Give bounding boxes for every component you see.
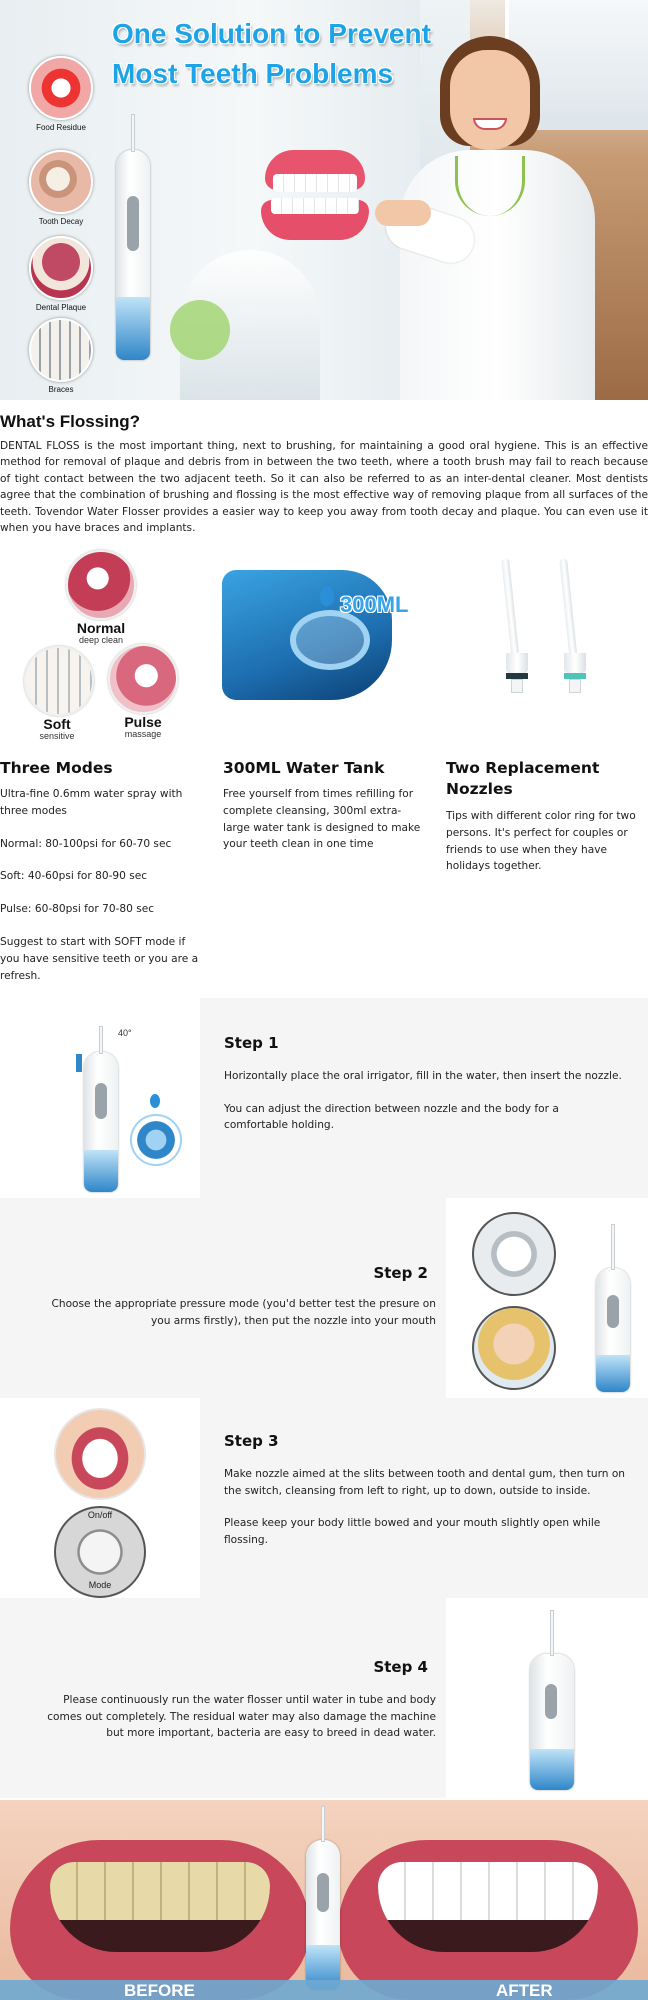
step-3-text-1: Make nozzle aimed at the slits between tooth and dental gum, then turn on the switch, cleansing from left to right, up to down, outside to inside.: [224, 1468, 626, 1497]
problem-label: Food Residue: [36, 123, 86, 132]
problem-label: Braces: [48, 385, 74, 394]
water-flosser-image: [530, 1654, 574, 1790]
food-residue-image: [29, 56, 93, 120]
normal-mode-image: [66, 550, 136, 620]
tank-cap: [290, 610, 370, 670]
water-flosser-image: [116, 150, 150, 360]
step-2: [0, 1198, 648, 1398]
before-label: BEFORE: [124, 1981, 195, 2000]
step-4-text: Please continuously run the water flosser until water in tube and body comes out completely. The residual water may also damage the machine but more important, bacteria are easy to breed in dead water.: [47, 1694, 436, 1740]
angle-label: 40°: [118, 1028, 132, 1038]
problem-dental-plaque: [28, 236, 94, 312]
pulse-mode-label: [102, 716, 184, 740]
before-mouth: [50, 1862, 270, 1952]
hero-banner: [0, 0, 648, 400]
upper-teeth: [273, 174, 357, 192]
tank-capacity-badge: 300ML: [340, 592, 409, 617]
problem-braces: [28, 318, 94, 394]
water-flosser-image: [306, 1840, 340, 1990]
step-1-text-2: You can adjust the direction between nozzle and the body for a comfortable holding.: [224, 1102, 559, 1132]
arrow-down-icon: [76, 1054, 82, 1072]
nozzle-body: [564, 653, 586, 673]
power-button-label: On/off: [87, 1510, 113, 1520]
problem-tooth-decay: [28, 150, 94, 226]
pulse-mode-name: Pulse: [124, 714, 162, 730]
step-4-title: Step 4: [373, 1658, 428, 1676]
modes-line: Pulse: 60-80psi for 70-80 sec: [0, 903, 155, 916]
pulse-mode-sub: massage: [124, 729, 162, 739]
braces-image: [29, 318, 93, 382]
nozzles-title: Two Replacement Nozzles: [446, 759, 600, 798]
water-drop-icon: [320, 586, 334, 606]
before-teeth: [50, 1862, 270, 1920]
modes-description: [0, 786, 200, 984]
nozzle-tip: [511, 679, 523, 693]
modes-title: Three Modes: [0, 759, 113, 777]
modes-line: Suggest to start with SOFT mode if you have sensitive teeth or you are a refresh.: [0, 935, 199, 982]
dentist-hand: [375, 200, 431, 226]
soft-mode-label: [16, 718, 98, 742]
water-flosser-image: [84, 1052, 118, 1192]
water-tank: [530, 1749, 574, 1790]
mode-button-label: Mode: [88, 1580, 112, 1590]
nozzle-tip: [569, 679, 581, 693]
nozzles-description: Tips with different color ring for two persons. It's perfect for couples or friends to use when they have holidays together.: [446, 810, 636, 873]
soft-mode-name: Soft: [43, 716, 71, 732]
tooth-decay-image: [29, 150, 93, 214]
teeth-closeup-image: [54, 1408, 146, 1500]
nozzle-teal-ring: [564, 558, 586, 693]
pulse-mode-image: [108, 644, 178, 714]
step-3: [0, 1398, 648, 1598]
soft-mode-image: [24, 646, 94, 716]
step-3-title: Step 3: [224, 1432, 279, 1450]
nozzle: [321, 1806, 325, 1842]
problem-label: Tooth Decay: [38, 217, 84, 226]
dental-chair-light: [170, 300, 230, 360]
normal-mode-name: Normal: [76, 620, 126, 636]
nozzle-body: [506, 653, 528, 673]
normal-mode-sub: deep clean: [78, 635, 124, 645]
step-2-title: Step 2: [373, 1264, 428, 1282]
step-1-text-1: Horizontally place the oral irrigator, fill in the water, then insert the nozzle.: [224, 1070, 622, 1082]
step-3-text-2: Please keep your body little bowed and your mouth slightly open while flossing.: [224, 1517, 601, 1546]
nozzle: [131, 114, 135, 152]
nozzle: [611, 1224, 615, 1270]
problem-label: Dental Plaque: [35, 303, 87, 312]
modes-line: Soft: 40-60psi for 80-90 sec: [0, 870, 148, 883]
flossing-body: DENTAL FLOSS is the most important thing, next to brushing, for maintaining a good oral hygiene. This is an effective method for removal of plaque and debris from in between the two teeth, where a tooth brush may fail to reach because of tight contact between the two adjacent teeth. So it can also be referred to as an inter-dental cleaner. Most dentists agree that the combination of brushing and flossing is the most effective way of removing plaque from all surfaces of the teeth. Tovendor Water Flosser provides a easier way to keep you away from tooth decay and plaque. You can even use it when you have braces and implants.: [0, 440, 648, 535]
after-teeth: [378, 1862, 598, 1920]
control-panel-closeup: [472, 1212, 556, 1296]
normal-mode-label: [60, 622, 142, 646]
dentist-face: [450, 50, 530, 150]
water-flosser-image: [596, 1268, 630, 1392]
soft-mode-sub: sensitive: [39, 731, 75, 741]
control-buttons: [317, 1873, 329, 1912]
after-mouth: [378, 1862, 598, 1952]
step-4: [0, 1598, 648, 1798]
modes-line: Normal: 80-100psi for 60-70 sec: [0, 837, 172, 850]
step-1: [0, 998, 648, 1198]
step-3-text: [224, 1466, 634, 1548]
water-drop-icon: [150, 1094, 160, 1108]
nozzle-dark-ring: [506, 558, 528, 693]
nozzle: [550, 1610, 554, 1656]
flossing-title: What's Flossing?: [0, 412, 141, 431]
dentist-photo: [395, 30, 595, 400]
problem-food-residue: [28, 56, 94, 132]
water-tank: [84, 1150, 118, 1192]
user-flossing-photo: [472, 1306, 556, 1390]
control-buttons: [127, 196, 139, 251]
dental-plaque-image: [29, 236, 93, 300]
tank-description: Free yourself from times refilling for complete cleansing, 300ml extra-large water tank is designed to make your teeth clean in one time: [223, 788, 421, 851]
control-buttons: [545, 1684, 557, 1719]
control-buttons: [95, 1083, 107, 1119]
step-2-text: Choose the appropriate pressure mode (you'd better test the presure on you arms firstly), then put the nozzle into your mouth: [51, 1298, 436, 1327]
nozzle-stem: [559, 558, 577, 653]
water-tank: [596, 1355, 630, 1392]
hero-title: [112, 14, 431, 94]
lower-teeth: [271, 198, 359, 214]
step-1-text: [224, 1068, 624, 1134]
after-label: AFTER: [496, 1981, 553, 2000]
modes-line: Ultra-fine 0.6mm water spray with three modes: [0, 788, 183, 817]
control-buttons: [607, 1295, 619, 1327]
nozzle: [99, 1026, 103, 1054]
hero-title-line1: One Solution to Prevent: [112, 18, 431, 49]
water-tank: [116, 297, 150, 360]
hero-title-line2: Most Teeth Problems: [112, 58, 394, 89]
tank-fill-image: [130, 1114, 182, 1166]
nozzle-stem: [501, 558, 519, 653]
tank-title: 300ML Water Tank: [223, 759, 385, 777]
dental-model-image: [255, 150, 375, 242]
step-1-title: Step 1: [224, 1034, 279, 1052]
before-after-image: [0, 1800, 648, 2000]
